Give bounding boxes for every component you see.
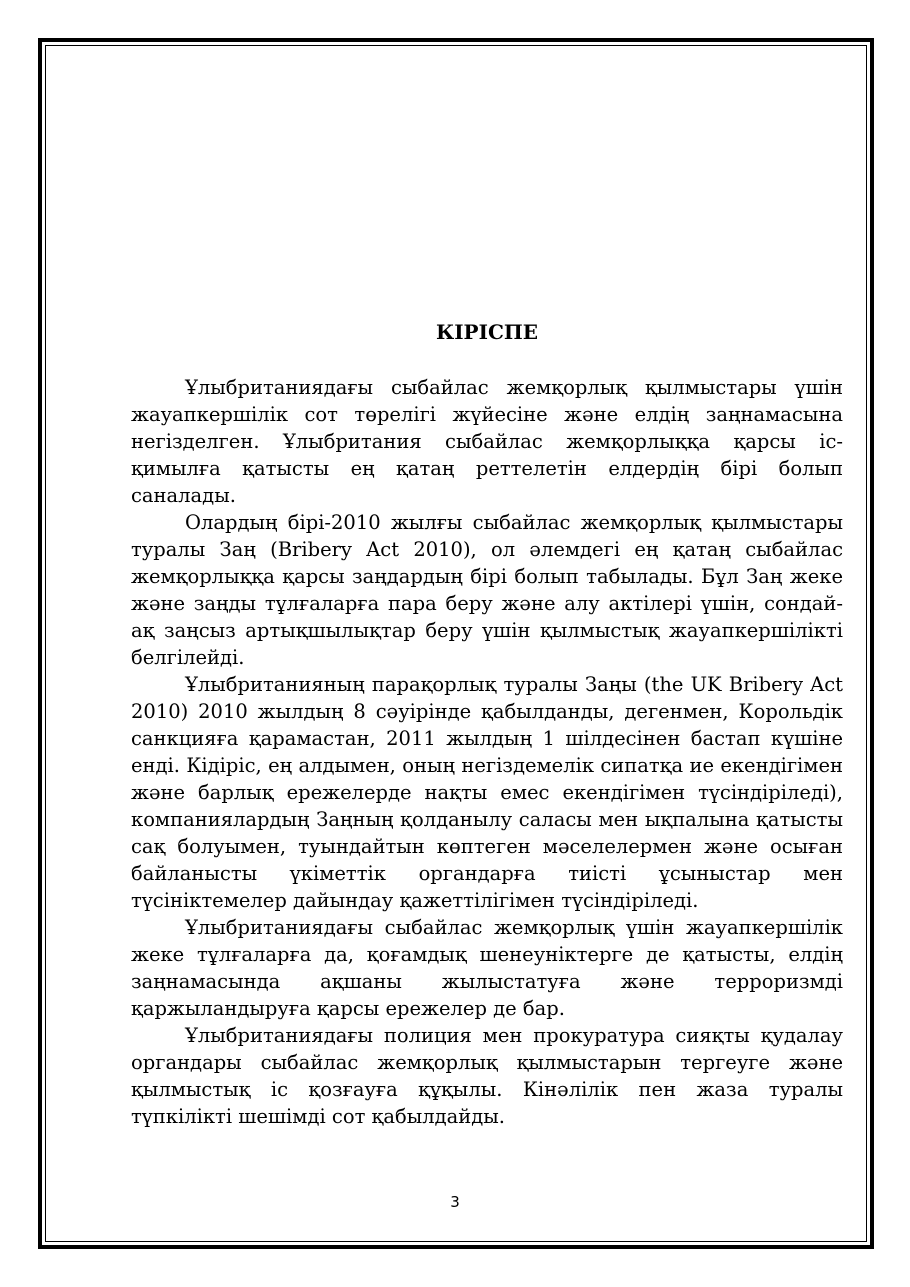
paragraph-2: Олардың бірі-2010 жылғы сыбайлас жемқорлық қылмыстары туралы Заң (Bribery Act 2010), ол әлемдегі ең қатаң сыбайлас жемқорлыққа қарсы заңдардың бірі болып табылады. Бұл Заң жеке және заңды тұлғаларға пара беру және алу актілері үшін, сондай-ақ заңсыз артықшылықтар беру үшін қылмыстық жауапкершілікті белгілейді. [131,511,843,669]
paragraph-5: Ұлыбританиядағы полиция мен прокуратура сияқты қудалау органдары сыбайлас жемқорлық қылмыстарын тергеуге және қылмыстық іс қозғауға құқылы. Кінәлілік пен жаза туралы түпкілікті шешімді сот қабылдайды. [131,1024,843,1128]
section-title: КІРІСПЕ [436,320,538,344]
document-body [131,318,843,1130]
paragraph-1: Ұлыбританиядағы сыбайлас жемқорлық қылмыстары үшін жауапкершілік сот төрелігі жүйесіне және елдің заңнамасына негізделген. Ұлыбритания сыбайлас жемқорлыққа қарсы іс-қимылға қатысты ең қатаң реттелетін елдердің бірі болып саналады. [131,376,843,507]
paragraph-4: Ұлыбританиядағы сыбайлас жемқорлық үшін жауапкершілік жеке тұлғаларға да, қоғамдық шенеуніктерге де қатысты, елдің заңнамасында ақшаны жылыстатуға және терроризмді қаржыландыруға қарсы ережелер де бар. [131,916,843,1020]
paragraph-3: Ұлыбританияның парақорлық туралы Заңы (the UK Bribery Act 2010) 2010 жылдың 8 сәуірінде қабылданды, дегенмен, Корольдік санкцияға қарамастан, 2011 жылдың 1 шілдесінен бастап күшіне енді. Кідіріс, ең алдымен, оның негіздемелік сипатқа ие екендігімен және барлық ережелерде нақты емес екендігімен түсіндіріледі), компаниялардың Заңның қолданылу саласы мен ықпалына қатысты сақ болуымен, туындайтын көптеген мәселелермен және осыған байланысты үкіметтік органдарға тиісті ұсыныстар мен түсініктемелер дайындау қажеттілігімен түсіндіріледі. [131,673,843,912]
page-number: 3 [450,1193,460,1211]
